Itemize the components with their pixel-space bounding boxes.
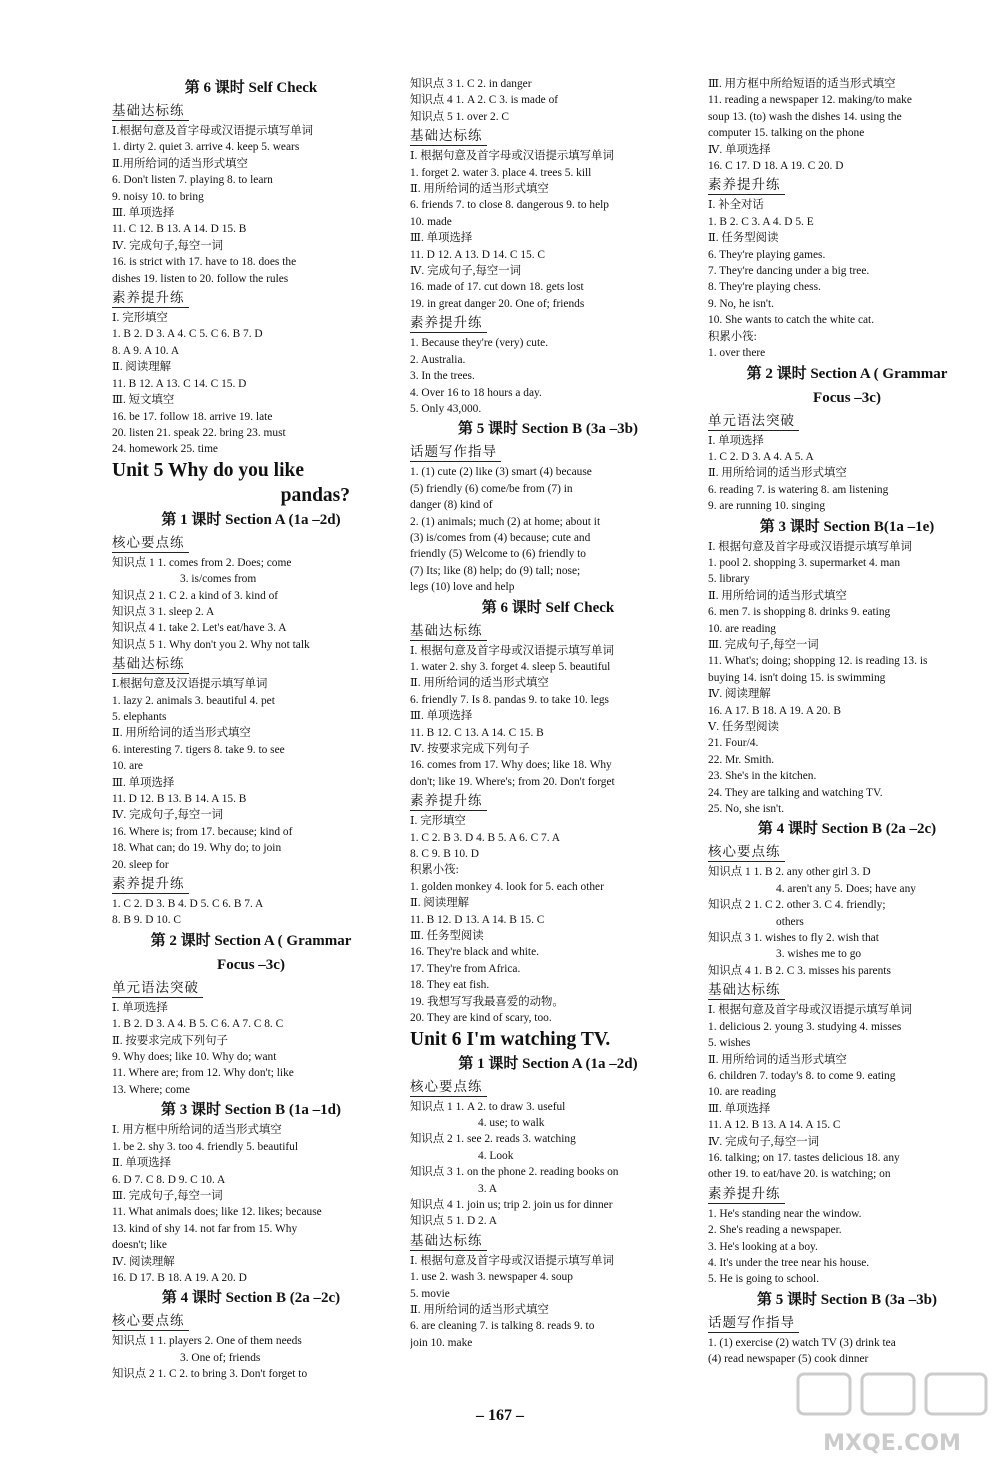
section-heading-row xyxy=(410,620,686,643)
answer-line: 11. B 12. D 13. A 14. B 15. C xyxy=(410,913,545,926)
answer-line: 3. A xyxy=(478,1182,497,1195)
answer-line: Ⅳ. 完成句子,每空一词 xyxy=(410,265,522,278)
answer-line: 8. They're playing chess. xyxy=(708,281,821,294)
section-heading-row xyxy=(112,287,390,310)
answer-line: 知识点 5 1. over 2. C xyxy=(410,110,510,123)
answer-line: 5. movie xyxy=(410,1287,450,1300)
answer-line: Ⅰ. 单项选择 xyxy=(708,434,764,447)
lesson-heading: 第 5 课时 Section B (3a –3b) xyxy=(756,1291,937,1308)
answer-line: 1. B 2. C 3. A 4. D 5. E xyxy=(708,215,814,228)
answer-line: 积累小筏: xyxy=(410,864,459,877)
answer-line: Ⅳ. 单项选择 xyxy=(708,143,771,156)
answer-line: 6. Don't listen 7. playing 8. to learn xyxy=(112,174,273,187)
answer-line: 3. One of; friends xyxy=(180,1351,261,1364)
answer-line: 6. men 7. is shopping 8. drinks 9. eating xyxy=(708,606,891,619)
answer-line: Ⅳ. 完成句子,每空一词 xyxy=(112,239,224,252)
lesson-heading: Focus –3c) xyxy=(217,956,285,973)
answer-line: Ⅰ. 补全对话 xyxy=(708,199,764,212)
answer-line: Ⅰ.根据句意及汉语提示填写单词 xyxy=(112,678,268,691)
answer-line: 知识点 3 1. on the phone 2. reading books on xyxy=(410,1166,619,1179)
answer-line: 9. are running 10. singing xyxy=(708,500,826,513)
section-heading: 基础达标练 xyxy=(708,982,785,1000)
answer-line: 4. Look xyxy=(478,1149,514,1162)
answer-line: (4) read newspaper (5) cook dinner xyxy=(708,1353,869,1366)
lesson-heading: 第 2 课时 Section A ( Grammar xyxy=(746,365,948,382)
answer-line: 知识点 1 1. A 2. to draw 3. useful xyxy=(410,1100,566,1113)
answer-line: danger (8) kind of xyxy=(410,499,493,512)
answer-line: 24. homework 25. time xyxy=(112,443,218,456)
answer-line: 1. Because they're (very) cute. xyxy=(410,337,549,350)
answer-line: 1. C 2. D 3. B 4. D 5. C 6. B 7. A xyxy=(112,898,264,911)
answer-line: 知识点 4 1. A 2. C 3. is made of xyxy=(410,94,559,107)
answer-line: 22. Mr. Smith. xyxy=(708,753,775,766)
answer-line: 知识点 2 1. C 2. to bring 3. Don't forget to xyxy=(112,1368,308,1381)
answer-line: friendly (5) Welcome to (6) friendly to xyxy=(410,548,587,561)
page-number: – 167 – xyxy=(476,1407,524,1424)
answer-line: 20. They are kind of scary, too. xyxy=(410,1012,552,1025)
answer-line: 9. No, he isn't. xyxy=(708,297,774,310)
answer-line: Ⅰ. 完形填空 xyxy=(112,312,168,325)
answer-line: Ⅰ. 根据句意及首字母或汉语提示填写单词 xyxy=(708,540,912,553)
answer-line: 1. He's standing near the window. xyxy=(708,1207,862,1220)
answer-line: 10. are reading xyxy=(708,622,776,635)
answer-line: 11. D 12. A 13. D 14. C 15. C xyxy=(410,248,546,261)
answer-line: 11. What animals does; like 12. likes; because xyxy=(112,1206,322,1219)
section-heading-row xyxy=(708,174,986,197)
section-heading-row xyxy=(112,100,390,123)
answer-line: Ⅲ. 完成句子,每空一词 xyxy=(708,638,819,651)
section-heading: 单元语法突破 xyxy=(708,413,799,431)
answer-line: 11. Where are; from 12. Why don't; like xyxy=(112,1067,294,1080)
answer-line: Ⅳ. 完成句子,每空一词 xyxy=(112,809,224,822)
answer-line: Ⅲ. 单项选择 xyxy=(708,1102,771,1115)
answer-line: 18. They eat fish. xyxy=(410,979,490,992)
answer-line: Ⅳ. 阅读理解 xyxy=(708,688,771,701)
answer-line: 10. are xyxy=(112,760,143,773)
section-heading: 话题写作指导 xyxy=(410,444,501,462)
answer-line: 4. aren't any 5. Does; have any xyxy=(776,882,916,895)
answer-line: 1. golden monkey 4. look for 5. each other xyxy=(410,880,604,893)
answer-line: 10. are reading xyxy=(708,1086,776,1099)
answer-line: 11. reading a newspaper 12. making/to make xyxy=(708,94,912,107)
section-heading-row xyxy=(708,1183,986,1206)
section-heading-row xyxy=(708,841,986,864)
lesson-heading: 第 4 课时 Section B (2a –2c) xyxy=(161,1290,341,1307)
answer-line: 13. kind of shy 14. not far from 15. Why xyxy=(112,1222,298,1235)
section-heading: 素养提升练 xyxy=(112,876,189,894)
answer-line: 6. children 7. today's 8. to come 9. eating xyxy=(708,1069,896,1082)
section-heading-row xyxy=(112,873,390,896)
answer-line: 4. It's under the tree near his house. xyxy=(708,1256,870,1269)
answer-line: 1. C 2. D 3. A 4. A 5. A xyxy=(708,450,814,463)
answer-line: 11. B 12. C 13. A 14. C 15. B xyxy=(410,726,544,739)
answer-line: 17. They're from Africa. xyxy=(410,962,521,975)
answer-line: 1. forget 2. water 3. place 4. trees 5. kill xyxy=(410,166,592,179)
answer-line: 1. pool 2. shopping 3. supermarket 4. man xyxy=(708,556,901,569)
answer-line: Ⅱ. 用所给词的适当形式填空 xyxy=(410,677,549,690)
section-heading: 核心要点练 xyxy=(112,1313,189,1331)
answer-line: (3) is/comes from (4) because; cute and xyxy=(410,531,591,544)
answer-line: 知识点 1 1. comes from 2. Does; come xyxy=(112,556,292,569)
answer-line: 11. A 12. B 13. A 14. A 15. C xyxy=(708,1119,841,1132)
section-heading: 基础达标练 xyxy=(410,1233,487,1251)
column-middle xyxy=(410,76,686,1351)
answer-line: Ⅰ. 根据句意及首字母或汉语提示填写单词 xyxy=(410,1254,614,1267)
answer-line: 知识点 4 1. join us; trip 2. join us for dinner xyxy=(410,1198,613,1211)
answer-line: 6. D 7. C 8. D 9. C 10. A xyxy=(112,1173,226,1186)
answer-line: Ⅲ. 完成句子,每空一词 xyxy=(112,1189,223,1202)
answer-line: doesn't; like xyxy=(112,1239,167,1252)
answer-line: Ⅲ. 单项选择 xyxy=(410,710,473,723)
lesson-heading: 第 1 课时 Section A (1a –2d) xyxy=(161,511,341,528)
answer-line: 20. sleep for xyxy=(112,858,169,871)
answer-line: 9. Why does; like 10. Why do; want xyxy=(112,1051,277,1064)
answer-line: (7) Its; like (8) help; do (9) tall; nose; xyxy=(410,564,581,577)
section-heading: 基础达标练 xyxy=(410,623,487,641)
answer-line: Ⅱ. 用所给词的适当形式填空 xyxy=(410,183,549,196)
unit-title: pandas? xyxy=(280,484,350,506)
column-left xyxy=(112,76,390,1383)
section-heading-row xyxy=(708,410,986,433)
answer-line: 8. A 9. A 10. A xyxy=(112,344,180,357)
lesson-heading: Focus –3c) xyxy=(813,389,881,406)
section-heading: 话题写作指导 xyxy=(708,1315,799,1333)
answer-line: 2. Australia. xyxy=(410,353,466,366)
answer-line: 知识点 1 1. players 2. One of them needs xyxy=(112,1335,302,1348)
answer-line: Ⅰ. 根据句意及首字母或汉语提示填写单词 xyxy=(410,150,614,163)
answer-line: 知识点 1 1. B 2. any other girl 3. D xyxy=(708,866,871,879)
answer-line: others xyxy=(776,915,804,928)
answer-line: 1. lazy 2. animals 3. beautiful 4. pet xyxy=(112,694,275,707)
answer-line: Ⅱ. 用所给词的适当形式填空 xyxy=(708,1053,847,1066)
answer-line: 16. made of 17. cut down 18. gets lost xyxy=(410,281,584,294)
answer-line: Ⅳ. 阅读理解 xyxy=(112,1255,175,1268)
answer-line: (5) friendly (6) come/be from (7) in xyxy=(410,482,573,495)
section-heading-row xyxy=(112,532,390,555)
answer-line: 6. They're playing games. xyxy=(708,248,826,261)
unit-title: Unit 5 Why do you like xyxy=(112,459,304,481)
section-heading: 基础达标练 xyxy=(112,656,189,674)
answer-line: dishes 19. listen to 20. follow the rules xyxy=(112,272,289,285)
section-heading: 素养提升练 xyxy=(112,290,189,308)
answer-line: 8. B 9. D 10. C xyxy=(112,914,181,927)
lesson-heading: 第 6 课时 Self Check xyxy=(481,599,615,616)
section-heading-row xyxy=(112,977,390,1000)
section-heading: 素养提升练 xyxy=(708,1186,785,1204)
answer-line: 1. (1) exercise (2) watch TV (3) drink tea xyxy=(708,1336,896,1349)
answer-line: 2. (1) animals; much (2) at home; about it xyxy=(410,515,601,528)
answer-line: 知识点 3 1. wishes to fly 2. wish that xyxy=(708,932,879,945)
answer-line: Ⅰ. 单项选择 xyxy=(112,1001,168,1014)
answer-line: 10. She wants to catch the white cat. xyxy=(708,314,875,327)
answer-line: Ⅱ. 用所给词的适当形式填空 xyxy=(708,589,847,602)
answer-line: Ⅲ. 用方框中所给短语的适当形式填空 xyxy=(708,78,896,90)
answer-line: 16. Where is; from 17. because; kind of xyxy=(112,825,293,838)
answer-line: 5. He is going to school. xyxy=(708,1273,820,1286)
column-right xyxy=(708,76,986,1368)
answer-line: Ⅴ. 任务型阅读 xyxy=(708,721,779,733)
answer-line: Ⅲ. 短文填空 xyxy=(112,394,175,407)
section-heading-row xyxy=(410,1230,686,1253)
section-heading: 素养提升练 xyxy=(410,315,487,333)
answer-line: Ⅱ. 用所给词的适当形式填空 xyxy=(708,467,847,480)
lesson-heading: 第 2 课时 Section A ( Grammar xyxy=(150,932,352,949)
section-heading-row xyxy=(410,1076,686,1099)
answer-line: 20. listen 21. speak 22. bring 23. must xyxy=(112,426,286,439)
answer-line: Ⅱ. 用所给词的适当形式填空 xyxy=(410,1303,549,1316)
answer-line: 5. elephants xyxy=(112,710,167,723)
answer-line: 知识点 4 1. take 2. Let's eat/have 3. A xyxy=(112,622,287,635)
lesson-heading: 第 5 课时 Section B (3a –3b) xyxy=(457,421,638,438)
answer-line: 1. over there xyxy=(708,347,766,360)
section-heading-row xyxy=(112,653,390,676)
section-heading: 素养提升练 xyxy=(410,793,487,811)
answer-line: 6. interesting 7. tigers 8. take 9. to see xyxy=(112,743,285,756)
answer-line: 13. Where; come xyxy=(112,1083,190,1096)
answer-line: Ⅲ. 单项选择 xyxy=(410,232,473,245)
answer-line: 16. talking; on 17. tastes delicious 18. any xyxy=(708,1151,900,1164)
answer-line: Ⅳ. 完成句子,每空一词 xyxy=(708,1135,820,1148)
section-heading: 核心要点练 xyxy=(410,1079,487,1097)
answer-line: 11. B 12. A 13. C 14. C 15. D xyxy=(112,377,247,390)
answer-line: 6. reading 7. is watering 8. am listening xyxy=(708,483,889,496)
answer-line: 6. are cleaning 7. is talking 8. reads 9. to xyxy=(410,1320,595,1333)
answer-line: Ⅳ. 按要求完成下列句子 xyxy=(410,743,530,755)
answer-line: 1. use 2. wash 3. newspaper 4. soup xyxy=(410,1271,573,1284)
answer-line: Ⅰ. 根据句意及首字母或汉语提示填写单词 xyxy=(410,644,614,657)
answer-line: 24. They are talking and watching TV. xyxy=(708,786,883,799)
answer-line: Ⅲ. 任务型阅读 xyxy=(410,930,484,943)
lesson-heading: 第 3 课时 Section B(1a –1e) xyxy=(759,518,935,535)
lesson-heading: 第 4 课时 Section B (2a –2c) xyxy=(757,821,937,838)
answer-line: don't; like 19. Where's; from 20. Don't forget xyxy=(410,775,615,788)
answer-line: Ⅱ.用所给词的适当形式填空 xyxy=(112,157,248,170)
answer-line: 16. be 17. follow 18. arrive 19. late xyxy=(112,410,273,423)
answer-line: 4. Over 16 to 18 hours a day. xyxy=(410,386,542,399)
answer-line: computer 15. talking on the phone xyxy=(708,127,865,140)
answer-line: Ⅱ. 单项选择 xyxy=(112,1157,172,1170)
answer-line: 11. D 12. B 13. B 14. A 15. B xyxy=(112,793,247,805)
answer-line: 知识点 2 1. C 2. other 3. C 4. friendly; xyxy=(708,899,886,912)
answer-line: 16. comes from 17. Why does; like 18. Why xyxy=(410,759,612,772)
answer-line: 16. They're black and white. xyxy=(410,946,539,959)
section-heading-row xyxy=(410,790,686,813)
answer-line: 7. They're dancing under a big tree. xyxy=(708,265,870,278)
answer-line: 知识点 3 1. C 2. in danger xyxy=(410,78,532,90)
section-heading-row xyxy=(410,312,686,335)
answer-line: Ⅰ. 完形填空 xyxy=(410,815,466,828)
answer-line: 16. C 17. D 18. A 19. C 20. D xyxy=(708,160,844,173)
answer-line: 11. C 12. B 13. A 14. D 15. B xyxy=(112,223,247,236)
answer-line: 积累小筏: xyxy=(708,330,757,343)
answer-line: join 10. make xyxy=(410,1336,473,1349)
section-heading: 素养提升练 xyxy=(708,177,785,195)
answer-line: 知识点 5 1. D 2. A xyxy=(410,1215,498,1228)
section-heading-row xyxy=(410,125,686,148)
lesson-heading: 第 3 课时 Section B (1a –1d) xyxy=(160,1102,341,1119)
answer-line: legs (10) love and help xyxy=(410,581,515,594)
answer-line: Ⅱ. 用所给词的适当形式填空 xyxy=(112,727,251,740)
answer-line: 23. She's in the kitchen. xyxy=(708,770,817,783)
answer-line: 6. friendly 7. Is 8. pandas 9. to take 10. legs xyxy=(410,693,609,706)
answer-line: 1. C 2. B 3. D 4. B 5. A 6. C 7. A xyxy=(410,831,561,844)
answer-line: 知识点 4 1. B 2. C 3. misses his parents xyxy=(708,964,891,977)
answer-line: 知识点 2 1. C 2. a kind of 3. kind of xyxy=(112,589,279,602)
unit-title: Unit 6 I'm watching TV. xyxy=(410,1028,611,1050)
answer-line: 5. wishes xyxy=(708,1037,751,1050)
answer-line: Ⅰ. 用方框中所给词的适当形式填空 xyxy=(112,1124,282,1137)
answer-line: 1. (1) cute (2) like (3) smart (4) because xyxy=(410,466,592,479)
section-heading-row xyxy=(708,979,986,1002)
answer-line: 9. noisy 10. to bring xyxy=(112,190,204,203)
answer-line: 3. wishes me to go xyxy=(776,948,862,961)
answer-line: 2. She's reading a newspaper. xyxy=(708,1224,842,1237)
answer-line: 11. What's; doing; shopping 12. is reading 13. is xyxy=(708,655,928,668)
answer-line: buying 14. isn't doing 15. is swimming xyxy=(708,671,886,684)
answer-line: 1. B 2. D 3. A 4. B 5. C 6. A 7. C 8. C xyxy=(112,1018,284,1031)
lesson-heading: 第 6 课时 Self Check xyxy=(184,80,318,96)
answer-line: 16. D 17. B 18. A 19. A 20. D xyxy=(112,1271,247,1284)
answer-line: 19. 我想写写我最喜爱的动物。 xyxy=(410,995,564,1008)
answer-line: 3. is/comes from xyxy=(180,573,257,586)
answer-line: other 19. to eat/have 20. is watching; on xyxy=(708,1168,891,1181)
answer-line: 知识点 5 1. Why don't you 2. Why not talk xyxy=(112,638,310,651)
answer-line: Ⅰ.根据句意及首字母或汉语提示填写单词 xyxy=(112,125,313,137)
answer-line: 1. be 2. shy 3. too 4. friendly 5. beautiful xyxy=(112,1140,299,1153)
answer-line: 知识点 2 1. see 2. reads 3. watching xyxy=(410,1133,576,1146)
answer-line: 10. made xyxy=(410,215,452,228)
answer-line: 16. A 17. B 18. A 19. A 20. B xyxy=(708,704,841,717)
answer-line: 知识点 3 1. sleep 2. A xyxy=(112,605,215,618)
answer-line: 1. water 2. shy 3. forget 4. sleep 5. beautiful xyxy=(410,660,611,673)
section-heading-row xyxy=(410,441,686,464)
answer-line: 1. delicious 2. young 3. studying 4. misses xyxy=(708,1020,902,1033)
answer-line: 1. dirty 2. quiet 3. arrive 4. keep 5. wears xyxy=(112,141,300,154)
answer-line: Ⅱ. 任务型阅读 xyxy=(708,232,779,245)
answer-line: 6. friends 7. to close 8. dangerous 9. to help xyxy=(410,199,609,212)
section-heading-row xyxy=(708,1312,986,1335)
section-heading: 核心要点练 xyxy=(708,844,785,862)
section-heading: 基础达标练 xyxy=(410,128,487,146)
answer-line: 5. library xyxy=(708,573,750,586)
answer-line: 3. In the trees. xyxy=(410,370,475,383)
answer-line: 4. use; to walk xyxy=(478,1116,545,1129)
answer-line: Ⅱ. 阅读理解 xyxy=(410,897,470,910)
answer-line: Ⅰ. 根据句意及首字母或汉语提示填写单词 xyxy=(708,1004,912,1017)
svg-text:MXQE.COM: MXQE.COM xyxy=(823,1431,961,1456)
answer-line: 5. Only 43,000. xyxy=(410,402,482,415)
answer-line: 3. He's looking at a boy. xyxy=(708,1240,818,1253)
section-heading-row xyxy=(112,1310,390,1333)
answer-line: Ⅱ. 按要求完成下列句子 xyxy=(112,1034,228,1047)
section-heading: 核心要点练 xyxy=(112,535,189,553)
lesson-heading: 第 1 课时 Section A (1a –2d) xyxy=(458,1055,638,1072)
answer-line: 21. Four/4. xyxy=(708,737,759,750)
answer-line: 8. C 9. B 10. D xyxy=(410,848,479,861)
answer-line: soup 13. (to) wash the dishes 14. using the xyxy=(708,110,902,123)
answer-line: 25. No, she isn't. xyxy=(708,803,785,816)
answer-line: 16. is strict with 17. have to 18. does the xyxy=(112,256,297,269)
answer-line: 19. in great danger 20. One of; friends xyxy=(410,297,585,310)
answer-line: Ⅱ. 阅读理解 xyxy=(112,361,172,374)
section-heading: 基础达标练 xyxy=(112,103,189,121)
section-heading: 单元语法突破 xyxy=(112,980,203,998)
answer-line: 18. What can; do 19. Why do; to join xyxy=(112,842,282,855)
answer-line: Ⅲ. 单项选择 xyxy=(112,776,175,789)
answer-line: Ⅲ. 单项选择 xyxy=(112,207,175,220)
answer-line: 1. B 2. D 3. A 4. C 5. C 6. B 7. D xyxy=(112,328,263,341)
